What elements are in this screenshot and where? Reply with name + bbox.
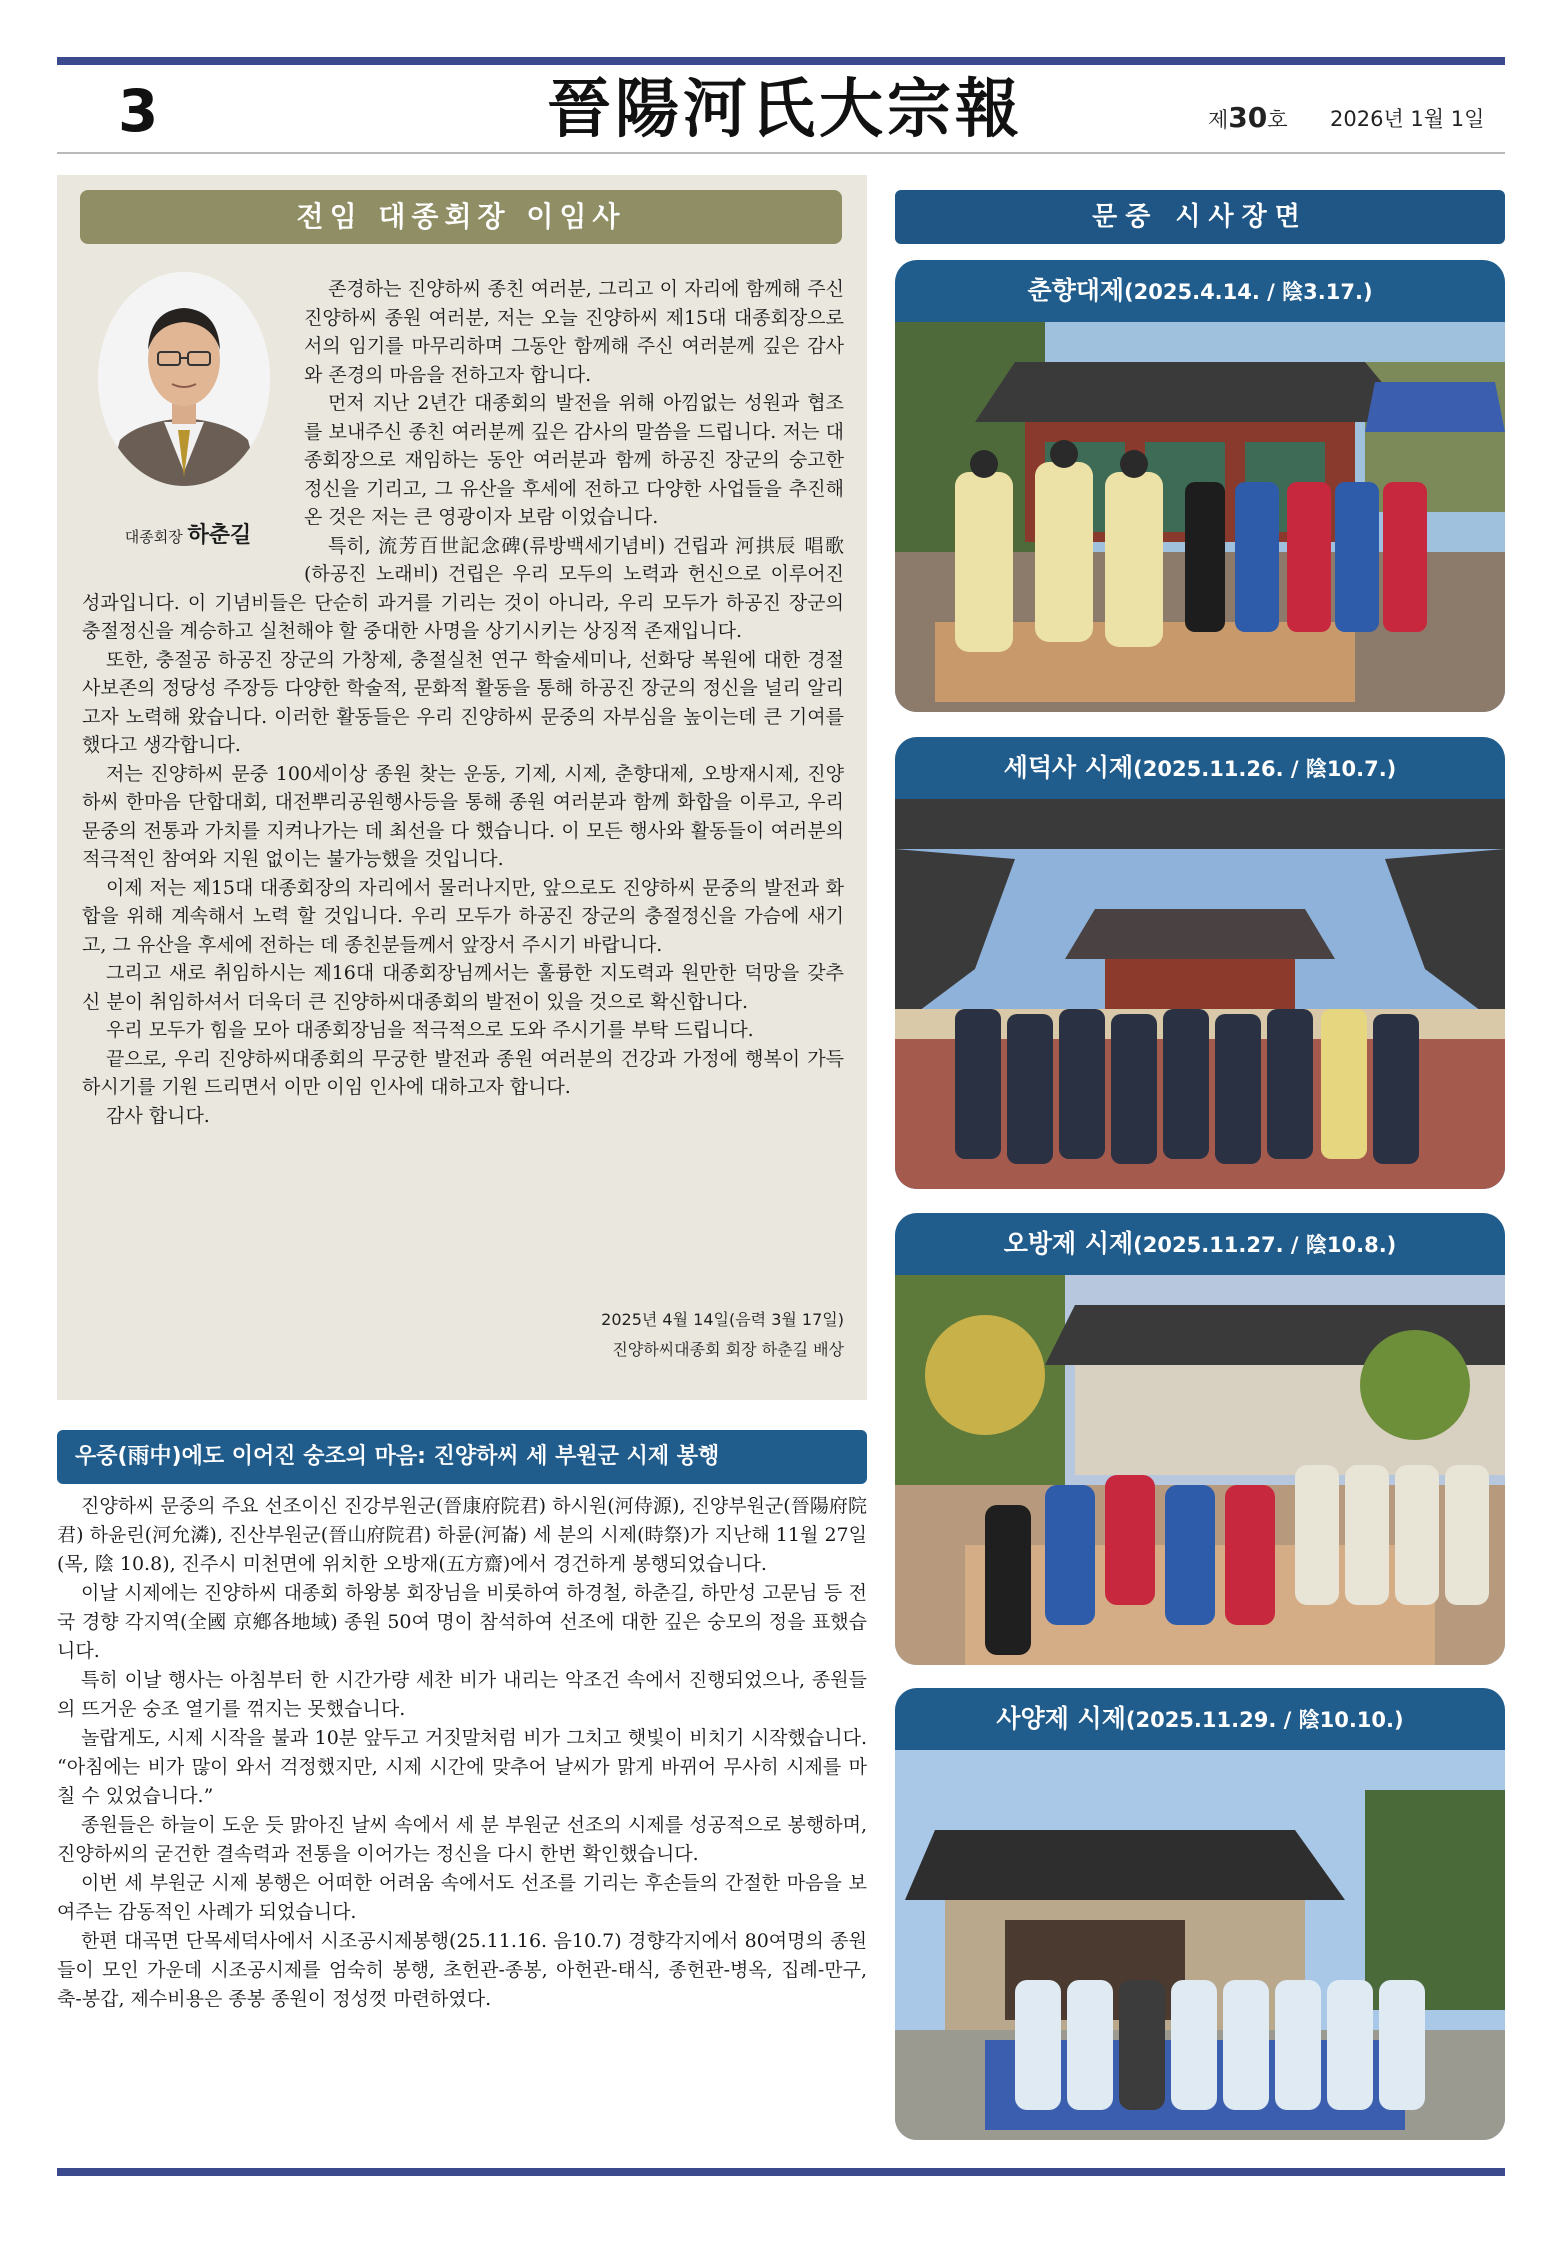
event-card-chunhyang <box>895 260 1505 712</box>
farewell-paragraph: 존경하는 진양하씨 종친 여러분, 그리고 이 자리에 함께해 주신 진양하씨 종원 여러분, 저는 오늘 진양하씨 제15대 대종회장으로서의 임기를 마무리하며 그동안 함께해 주신 여러분께 깊은 감사와 존경의 마음을 전하고자 합니다. <box>304 278 844 386</box>
farewell-paragraph: 감사 합니다. <box>106 1104 210 1127</box>
rain-article-title: 우중(雨中)에도 이어진 숭조의 마음: 진양하씨 세 부원군 시제 봉행 <box>57 1430 867 1484</box>
article-paragraph: 이번 세 부원군 시제 봉행은 어떠한 어려움 속에서도 선조를 기리는 후손들의 간절한 마음을 보여주는 감동적인 사례가 되었습니다. <box>57 1872 867 1923</box>
farewell-paragraph: 우리 모두가 힘을 모아 대종회장님을 적극적으로 도와 주시기를 부탁 드립니다. <box>106 1019 754 1041</box>
event-card-obangje <box>895 1213 1505 1665</box>
farewell-paragraph: 끝으로, 우리 진양하씨대종회의 무궁한 발전과 종원 여러분의 건강과 가정에 행복이 가득하시기를 기원 드리면서 이만 이임 인사에 대하고자 합니다. <box>82 1047 844 1098</box>
bottom-rule <box>57 2168 1505 2176</box>
event-caption: 춘향대제(2025.4.14. / 陰3.17.) <box>1027 276 1373 305</box>
farewell-paragraph: 저는 진양하씨 문중 100세이상 종원 찾는 운동, 기제, 시제, 춘향대제, 오방재시제, 진양하씨 한마음 단합대회, 대전뿌리공원행사등을 통해 종원 여러분과 함께 화합을 이루고, 우리 문중의 전통과 가치를 지켜나가는 데 최선을 다 했습니다. 이 모든 행사와 활동들이 여러분의 적극적인 참여와 지원 없이는 불가능했을 것입니다. <box>82 762 844 870</box>
signature-name: 진양하씨대종회 회장 하춘길 배상 <box>612 1340 844 1359</box>
event-photo-sayangje <box>895 1750 1505 2140</box>
header-divider <box>57 152 1505 154</box>
page-number: 3 <box>118 77 159 145</box>
article-paragraph: 진양하씨 문중의 주요 선조이신 진강부원군(晉康府院君) 하시원(河侍源), 진양부원군(晉陽府院君) 하윤린(河允潾), 진산부원군(晉山府院君) 하륜(河崙) 세 분의 시제(時祭)가 지난해 11월 27일(목, 陰 10.8), 진주시 미천면에 위치한 오방재(五方齋)에서 경건하게 봉행되었습니다. <box>57 1495 867 1575</box>
farewell-paragraph: 그리고 새로 취임하시는 제16대 대종회장님께서는 훌륭한 지도력과 원만한 덕망을 갖추신 분이 취임하셔서 더욱더 큰 진양하씨대종회의 발전이 있을 것으로 확신합니다. <box>82 962 844 1013</box>
issue-number: 제30호 <box>1208 101 1288 134</box>
farewell-paragraph: 특히, 流芳百世記念碑(류방백세기념비) 건립과 河拱辰 唱歌(하공진 노래비) 건립은 우리 모두의 노력과 헌신으로 이루어진 성과입니다. 이 기념비들은 단순히 과거를 기리는 것이 아니라, 우리 모두가 하공진 장군의 충절정신을 계승하고 실천해야 할 중대한 사명을 상기시키는 상징적 존재입니다. <box>82 534 844 642</box>
event-photo-sedeoksa <box>895 799 1505 1189</box>
article-paragraph: 놀랍게도, 시제 시작을 불과 10분 앞두고 거짓말처럼 비가 그치고 햇빛이 비치기 시작했습니다. “아침에는 비가 많이 와서 걱정했지만, 시제 시간에 맞추어 날씨가 맑게 바뀌어 무사히 시제를 마칠 수 있었습니다.” <box>57 1727 867 1807</box>
events-title: 문중 시사장면 <box>895 190 1505 244</box>
portrait-spacer <box>82 275 304 587</box>
article-paragraph: 특히 이날 행사는 아침부터 한 시간가량 세찬 비가 내리는 악조건 속에서 진행되었으나, 종원들의 뜨거운 숭조 열기를 꺾지는 못했습니다. <box>57 1669 867 1720</box>
farewell-title: 전임 대종회장 이임사 <box>80 190 842 244</box>
event-caption: 세덕사 시제(2025.11.26. / 陰10.7.) <box>1003 753 1397 782</box>
rain-article-body <box>57 1492 867 2014</box>
article-paragraph: 종원들은 하늘이 도운 듯 맑아진 날씨 속에서 세 분 부원군 선조의 시제를 성공적으로 봉행하며, 진양하씨의 굳건한 결속력과 전통을 이어가는 정신을 다시 한번 확인했습니다. <box>57 1814 867 1865</box>
farewell-body <box>82 275 844 1130</box>
article-paragraph: 이날 시제에는 진양하씨 대종회 하왕봉 회장님을 비롯하여 하경철, 하춘길, 하만성 고문님 등 전국 경향 각지역(全國 京鄕各地域) 종원 50여 명이 참석하여 선조에 대한 깊은 숭모의 정을 표했습니다. <box>57 1582 867 1662</box>
event-card-sayangje <box>895 1688 1505 2140</box>
top-rule <box>57 57 1505 65</box>
masthead-title: 晉陽河氏大宗報 <box>547 72 1023 147</box>
article-paragraph: 한편 대곡면 단목세덕사에서 시조공시제봉행(25.11.16. 음10.7) 경향각지에서 80여명의 종원들이 모인 가운데 시조공시제를 엄숙히 봉행, 초헌관-종봉, 아헌관-태식, 종헌관-병옥, 집례-만구, 축-봉갑, 제수비용은 종봉 종원이 정성껏 마련하였다. <box>57 1930 867 2010</box>
event-photo-chunhyang <box>895 322 1505 712</box>
event-caption: 사양제 시제(2025.11.29. / 陰10.10.) <box>996 1704 1404 1733</box>
farewell-paragraph: 또한, 충절공 하공진 장군의 가창제, 충절실천 연구 학술세미나, 선화당 복원에 대한 경절사보존의 정당성 주장등 다양한 학술적, 문화적 활동을 통해 하공진 장군의 정신을 널리 알리고자 노력해 왔습니다. 이러한 활동들은 우리 진양하씨 문중의 자부심을 높이는데 큰 기여를 했다고 생각합니다. <box>82 648 844 756</box>
issue-date: 2026년 1월 1일 <box>1330 107 1485 131</box>
portrait-caption: 대종회장 하춘길 <box>124 523 252 548</box>
farewell-signature <box>460 1305 844 1365</box>
event-card-sedeoksa <box>895 737 1505 1189</box>
event-photo-obangje <box>895 1275 1505 1665</box>
event-caption: 오방제 시제(2025.11.27. / 陰10.8.) <box>1003 1229 1397 1258</box>
farewell-paragraph: 이제 저는 제15대 대종회장의 자리에서 물러나지만, 앞으로도 진양하씨 문중의 발전과 화합을 위해 계속해서 노력 할 것입니다. 우리 모두가 하공진 장군의 충절정신을 가슴에 새기고, 그 유산을 후세에 전하는 데 종친분들께서 앞장서 주시기 바랍니다. <box>82 876 844 956</box>
farewell-paragraph: 먼저 지난 2년간 대종회의 발전을 위해 아낌없는 성원과 협조를 보내주신 종친 여러분께 깊은 감사의 말씀을 드립니다. 저는 대종회장으로 재임하는 동안 여러분과 함께 하공진 장군의 숭고한 정신을 기리고, 그 유산을 후세에 전하고 다양한 사업들을 추진해 온 것은 저는 큰 영광이자 보람 이었습니다. <box>304 392 844 528</box>
signature-date: 2025년 4월 14일(음력 3월 17일) <box>601 1310 844 1329</box>
